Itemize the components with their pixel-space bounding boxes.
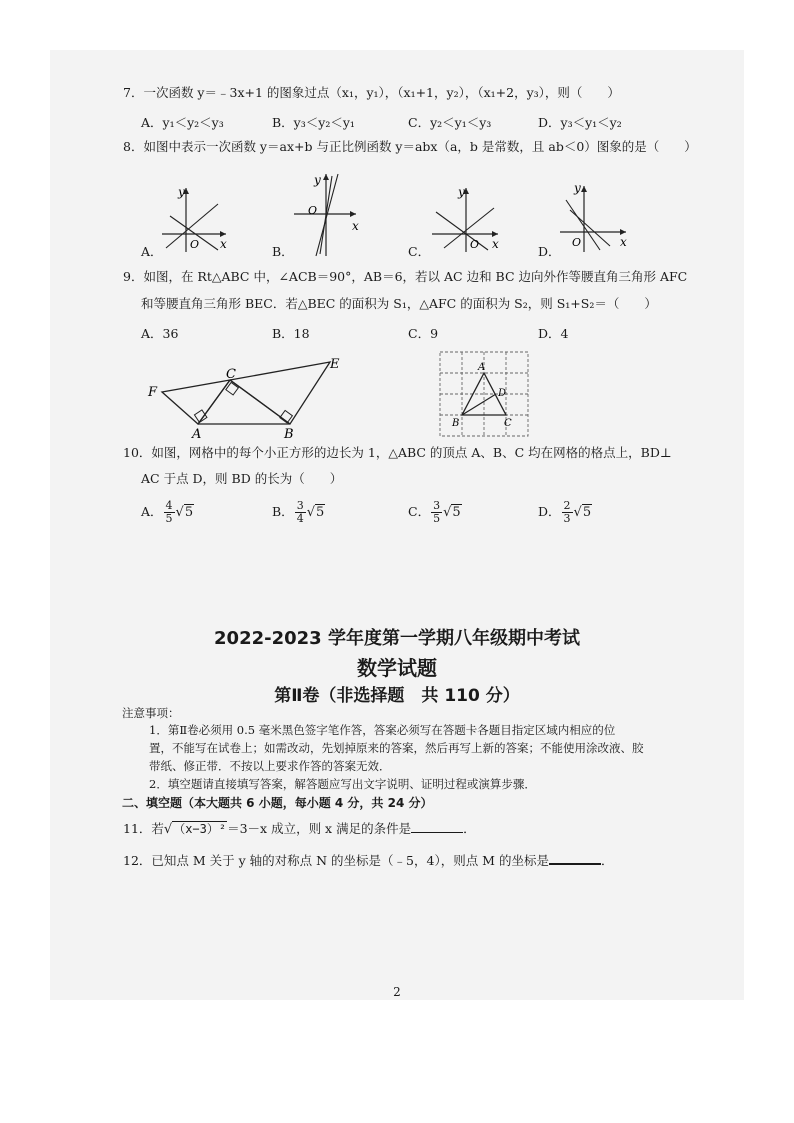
svg-text:x: x <box>352 219 359 233</box>
svg-text:O: O <box>308 204 318 217</box>
part-title: 第Ⅱ卷（非选择题 共 110 分） <box>274 686 520 706</box>
label-c: C <box>226 367 236 382</box>
q8-option-c: C． <box>408 244 431 259</box>
q10-option-b: B． $\frac{3}{4}$ √5 <box>272 499 325 525</box>
origin-label: O <box>190 238 200 251</box>
note-2: 2．填空题请直接填写答案，解答题应写出文字说明、证明过程或演算步骤． <box>149 777 536 791</box>
q10-grid-figure <box>438 350 530 438</box>
q12-answer-blank[interactable] <box>549 851 601 865</box>
label-f: F <box>148 385 158 400</box>
q8-option-a: A． <box>141 244 163 259</box>
svg-text:x: x <box>620 235 627 249</box>
q9-line2: 和等腰直角三角形 BEC．若△BEC 的面积为 S₁，△AFC 的面积为 S₂，则 S₁+S₂＝（ ） <box>141 296 657 311</box>
q7-option-d: D．y₃＜y₁＜y₂ <box>538 115 622 130</box>
q7-option-a: A．y₁＜y₂＜y₃ <box>141 115 224 130</box>
axis-x-label: x <box>220 237 227 251</box>
q11: 11．若√（x−3）²＝3－x 成立，则 x 满足的条件是 ． <box>123 821 476 837</box>
note-1-line1: 1．第Ⅱ卷必须用 0.5 毫米黑色签字笔作答，答案必须写在答题卡各题目指定区域内相应的位 <box>149 723 616 737</box>
q8-option-b: B． <box>272 244 294 259</box>
q7-option-c: C．y₂＜y₁＜y₃ <box>408 115 492 130</box>
grid-label-d: D <box>498 388 507 399</box>
q12: 12．已知点 M 关于 y 轴的对称点 N 的坐标是（﹣5，4），则点 M 的坐标是 ． <box>123 853 614 868</box>
q8-option-d: D． <box>538 244 561 259</box>
q8-graph-b <box>290 170 370 260</box>
q8-graph-c <box>426 182 506 254</box>
q9-option-d: D．4 <box>538 326 569 341</box>
svg-text:x: x <box>492 237 499 251</box>
svg-text:O: O <box>572 236 582 249</box>
label-a: A <box>192 427 202 442</box>
q10-line2: AC 于点 D，则 BD 的长为（ ） <box>141 471 343 486</box>
svg-text:y: y <box>574 181 581 195</box>
q7-option-b: B．y₃＜y₂＜y₁ <box>272 115 355 130</box>
grid-label-a: A <box>478 362 486 373</box>
q9-option-b: B．18 <box>272 326 310 341</box>
label-e: E <box>330 357 340 372</box>
grid-label-c: C <box>504 418 512 429</box>
axis-y-label: y <box>178 185 185 199</box>
q8-graph-a <box>156 182 236 254</box>
q10-option-c: C． $\frac{3}{5}$ √5 <box>408 499 461 525</box>
q8-stem: 8．如图中表示一次函数 y＝ax+b 与正比例函数 y＝abx（a，b 是常数，且 ab＜0）图象的是（ ） <box>123 139 697 154</box>
subject-title: 数学试题 <box>357 656 437 680</box>
q10-option-a: A． $\frac{4}{5}$ √5 <box>141 499 194 525</box>
q7-stem: 7．一次函数 y＝﹣3x+1 的图象过点（x₁，y₁），（x₁+1，y₂），（x₁+2，y₃），则（ ） <box>123 85 620 100</box>
note-1-line3: 带纸、修正带．不按以上要求作答的答案无效． <box>149 759 391 773</box>
svg-text:O: O <box>470 238 480 251</box>
q9-figure <box>140 350 350 442</box>
q9-option-a: A．36 <box>141 326 179 341</box>
svg-text:y: y <box>314 173 321 187</box>
q9-line1: 9．如图，在 Rt△ABC 中，∠ACB＝90°，AB＝6，若以 AC 边和 BC 边向外作等腰直角三角形 AFC <box>123 269 688 284</box>
notes-heading: 注意事项： <box>122 706 180 720</box>
svg-text:y: y <box>458 185 465 199</box>
q9-option-c: C．9 <box>408 326 439 341</box>
page-number: 2 <box>393 985 401 999</box>
section-fill-blank-heading: 二、填空题（本大题共 6 小题，每小题 4 分，共 24 分） <box>122 796 433 810</box>
q10-option-d: D． $\frac{2}{3}$ √5 <box>538 499 592 525</box>
exam-title: 2022-2023 学年度第一学期八年级期中考试 <box>214 628 580 649</box>
grid-label-b: B <box>452 418 460 429</box>
q10-line1: 10．如图，网格中的每个小正方形的边长为 1，△ABC 的顶点 A、B、C 均在网格的格点上，BD⊥ <box>123 445 672 460</box>
q11-answer-blank[interactable] <box>411 820 463 833</box>
label-b: B <box>284 427 294 442</box>
note-1-line2: 置，不能写在试卷上；如需改动，先划掉原来的答案，然后再写上新的答案；不能使用涂改液、胶 <box>149 741 644 755</box>
q8-graph-d <box>556 180 636 254</box>
